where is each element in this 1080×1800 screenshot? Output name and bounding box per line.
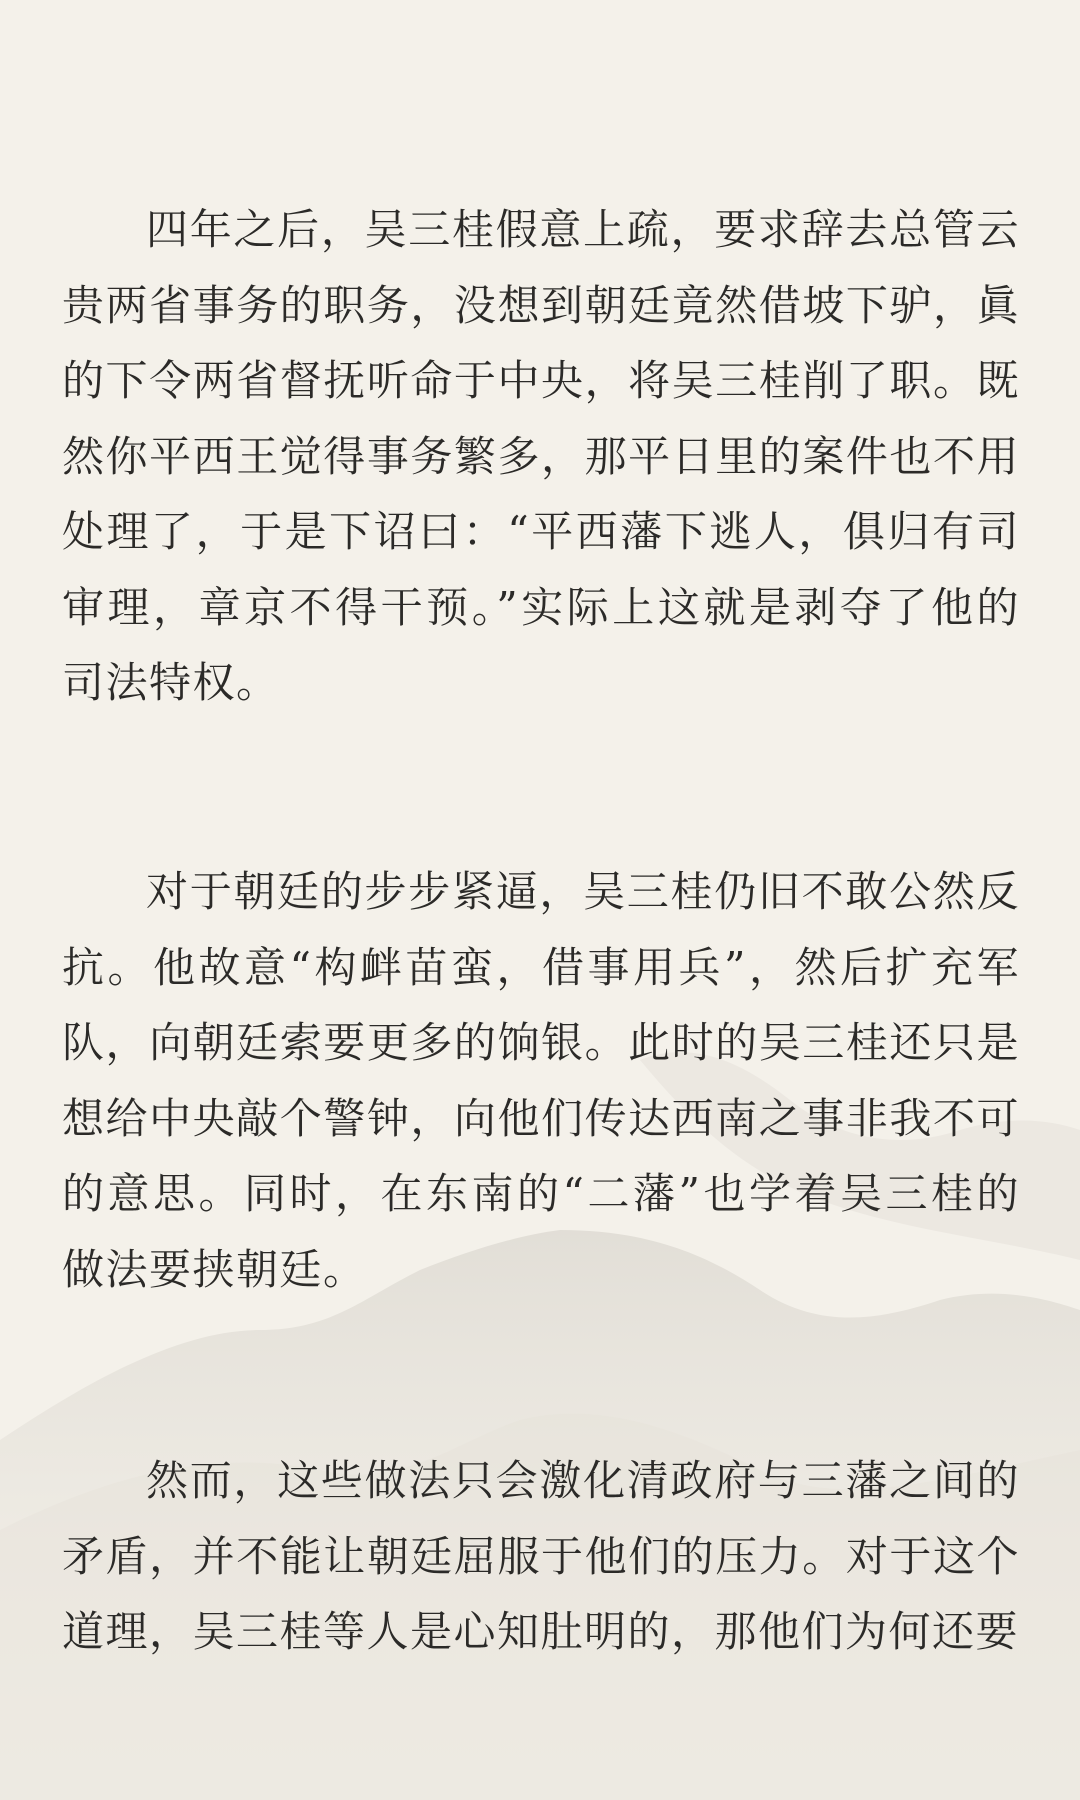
paragraph: 对于朝廷的步步紧逼，吴三桂仍旧不敢公然反抗。他故意“构衅苗蛮，借事用兵”，然后扩充军队，向朝廷索要更多的饷银。此时的吴三桂还只是想给中央敲个警钟，向他们传达西南之事非我不可的意思。同时，在东南的“二藩”也学着吴三桂的做法要挟朝廷。 <box>62 867 1020 1294</box>
paragraph: 然而，这些做法只会激化清政府与三藩之间的矛盾，并不能让朝廷屈服于他们的压力。对于这个道理，吴三桂等人是心知肚明的，那他们为何还要 <box>62 1456 1020 1656</box>
paragraph: 四年之后，吴三桂假意上疏，要求辞去总管云贵两省事务的职务，没想到朝廷竟然借坡下驴，眞的下令两省督抚听命于中央，将吴三桂削了职。既然你平西王觉得事务繁多，那平日里的案件也不用处理了，于是下诏曰：“平西藩下逃人，俱归有司审理，章京不得干预。”实际上这就是剥夺了他的司法特权。 <box>62 205 1020 707</box>
